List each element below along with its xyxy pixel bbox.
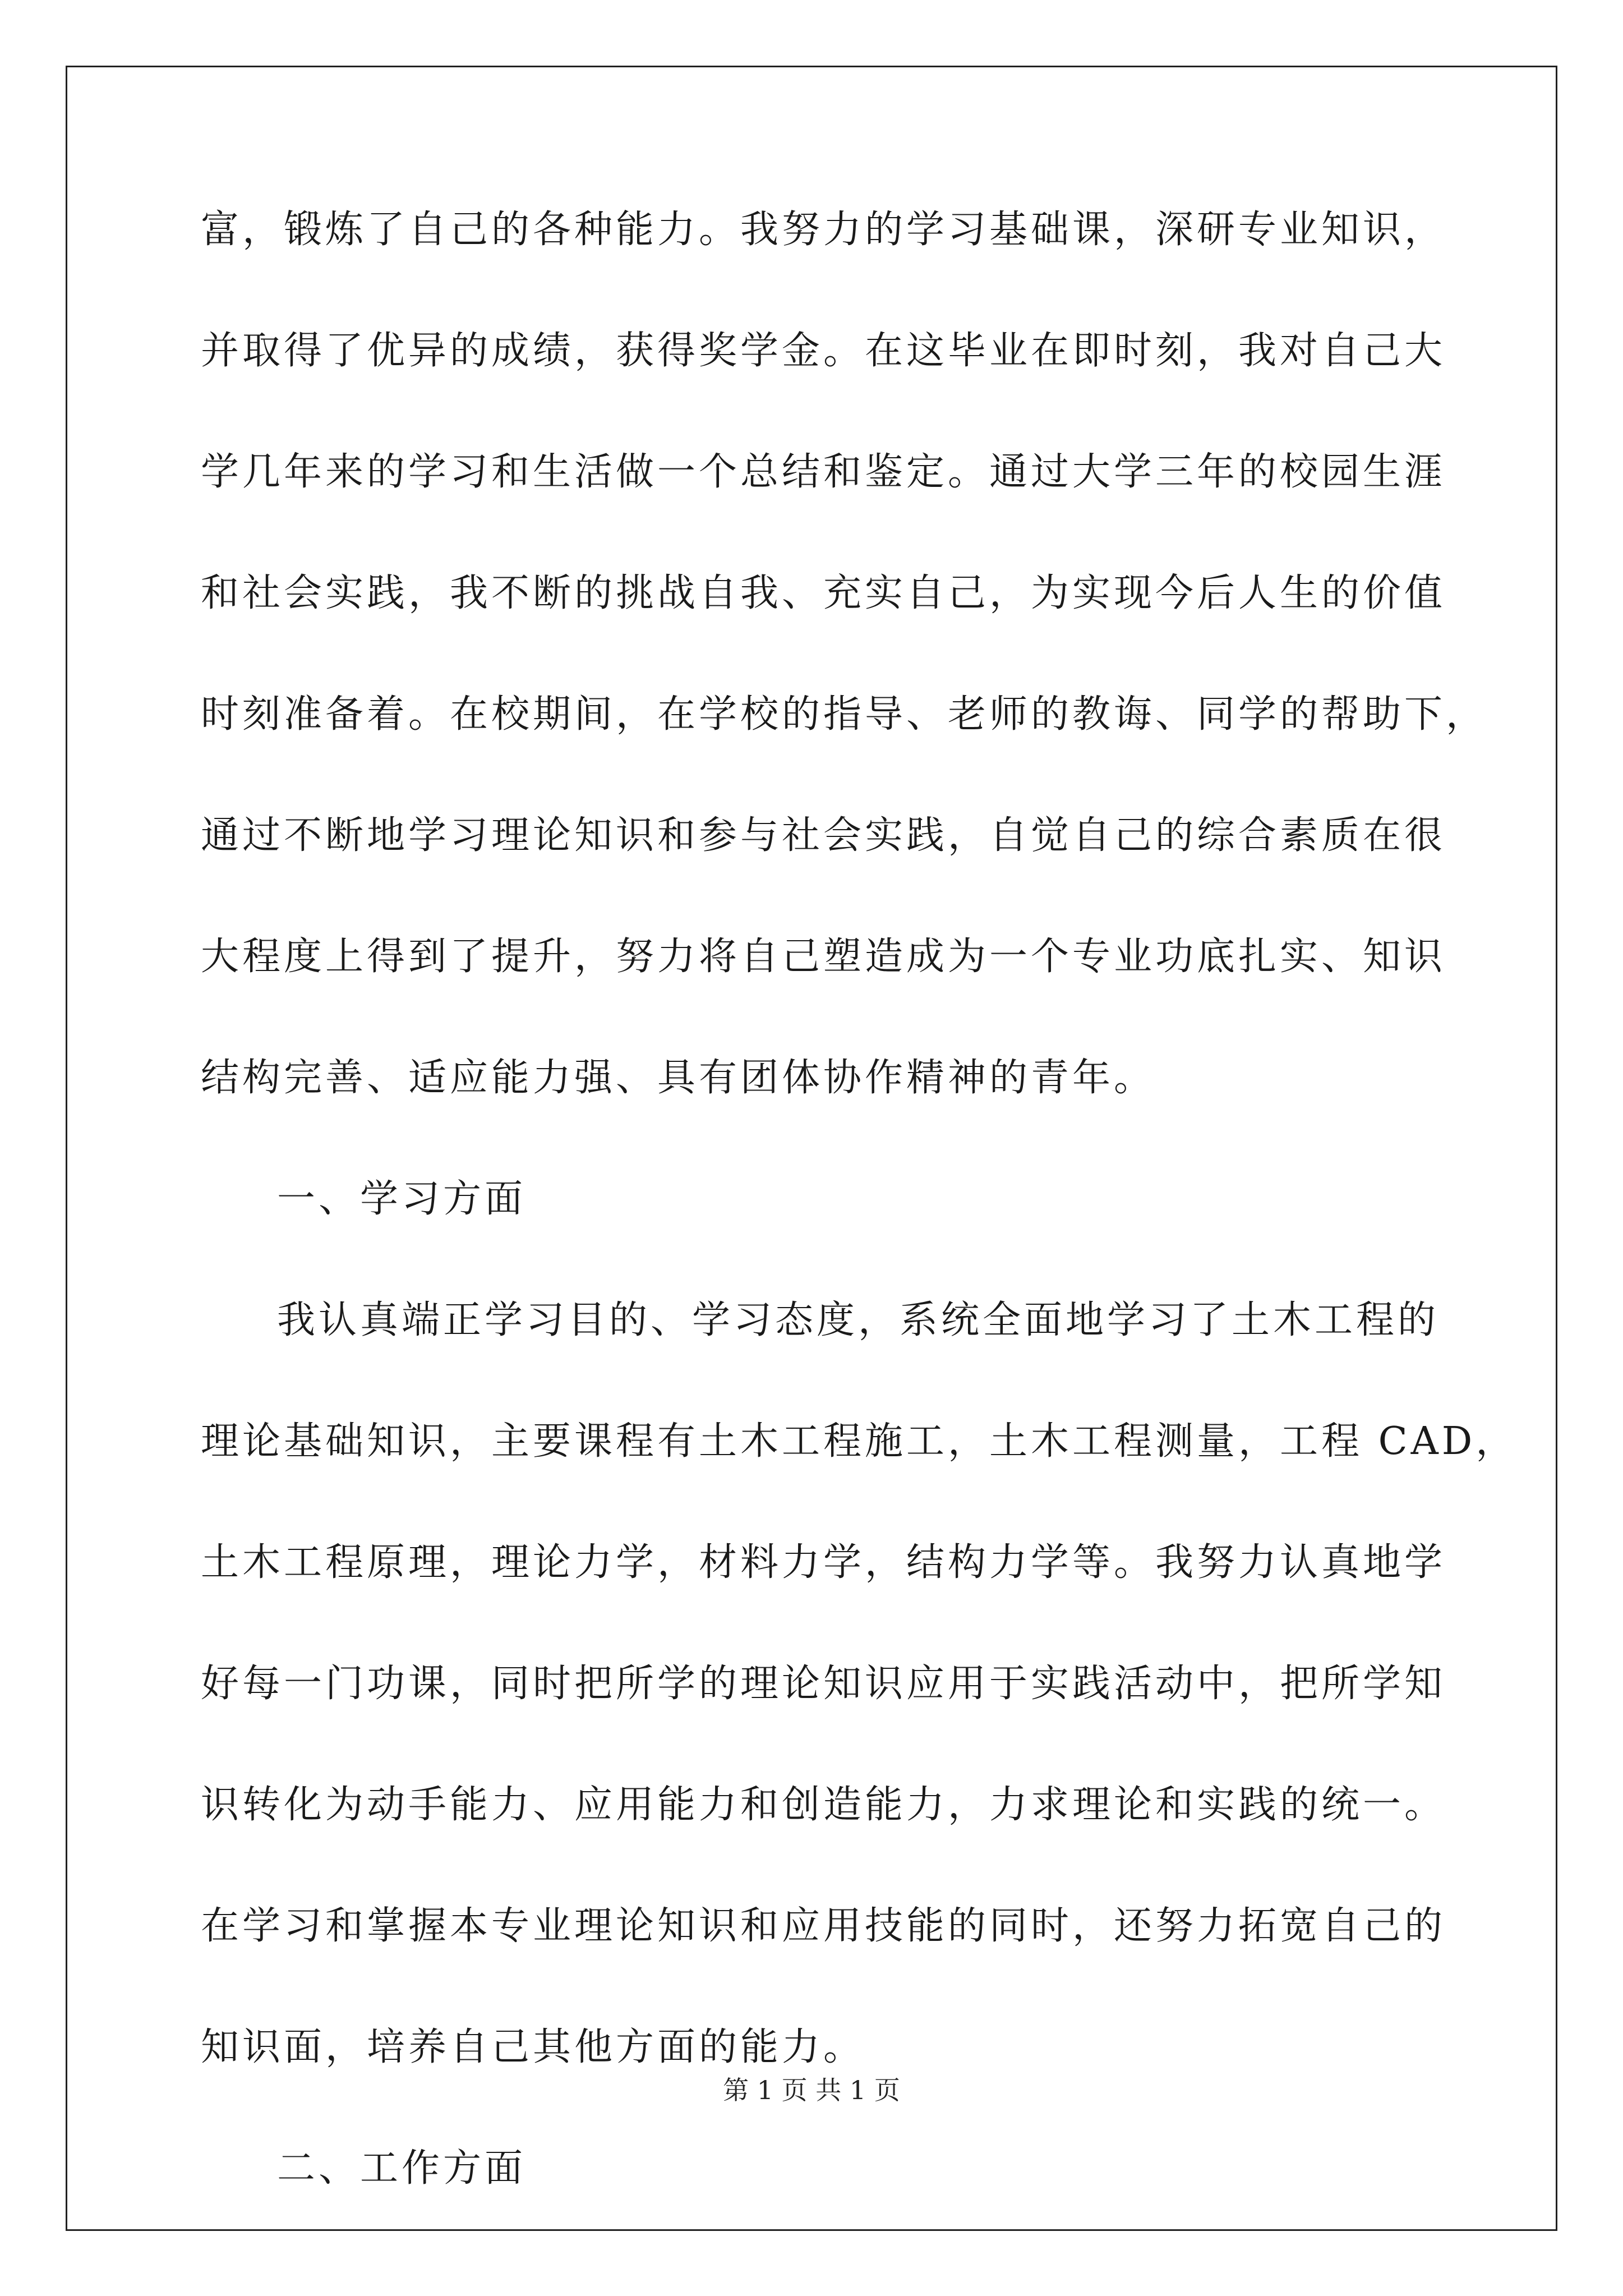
- paragraph-line: 通过不断地学习理论知识和参与社会实践，自觉自己的综合素质在很: [201, 813, 1446, 858]
- paragraph-line: 大程度上得到了提升，努力将自己塑造成为一个专业功底扎实、知识: [201, 935, 1446, 979]
- paragraph-line: 和社会实践，我不断的挑战自我、充实自己，为实现今后人生的价值: [201, 571, 1446, 615]
- paragraph-line: 识转化为动手能力、应用能力和创造能力，力求理论和实践的统一。: [201, 1783, 1446, 1827]
- paragraph-line: 结构完善、适应能力强、具有团体协作精神的青年。: [201, 1056, 1156, 1100]
- section-heading-work: 二、工作方面: [277, 2146, 527, 2191]
- paragraph-line: 土木工程原理，理论力学，材料力学，结构力学等。我努力认真地学: [201, 1540, 1446, 1585]
- paragraph-line: 好每一门功课，同时把所学的理论知识应用于实践活动中，把所学知: [201, 1662, 1446, 1706]
- section-heading-study: 一、学习方面: [277, 1177, 527, 1221]
- paragraph-line: 并取得了优异的成绩，获得奖学金。在这毕业在即时刻，我对自己大: [201, 329, 1446, 373]
- paragraph-line: 在学习和掌握本专业理论知识和应用技能的同时，还努力拓宽自己的: [201, 1904, 1446, 1948]
- paragraph-line: 富，锻炼了自己的各种能力。我努力的学习基础课，深研专业知识，: [201, 208, 1446, 252]
- paragraph-line: 学几年来的学习和生活做一个总结和鉴定。通过大学三年的校园生涯: [201, 450, 1446, 494]
- paragraph-line: 知识面，培养自己其他方面的能力。: [201, 2025, 865, 2069]
- paragraph-line: 时刻准备着。在校期间，在学校的指导、老师的教诲、同学的帮助下，: [201, 692, 1488, 737]
- paragraph-line: 理论基础知识，主要课程有土木工程施工，土木工程测量，工程 CAD，: [201, 1419, 1518, 1464]
- page-number-footer: 第 1 页 共 1 页: [723, 2075, 900, 2105]
- paragraph-line: 我认真端正学习目的、学习态度，系统全面地学习了土木工程的: [277, 1298, 1440, 1342]
